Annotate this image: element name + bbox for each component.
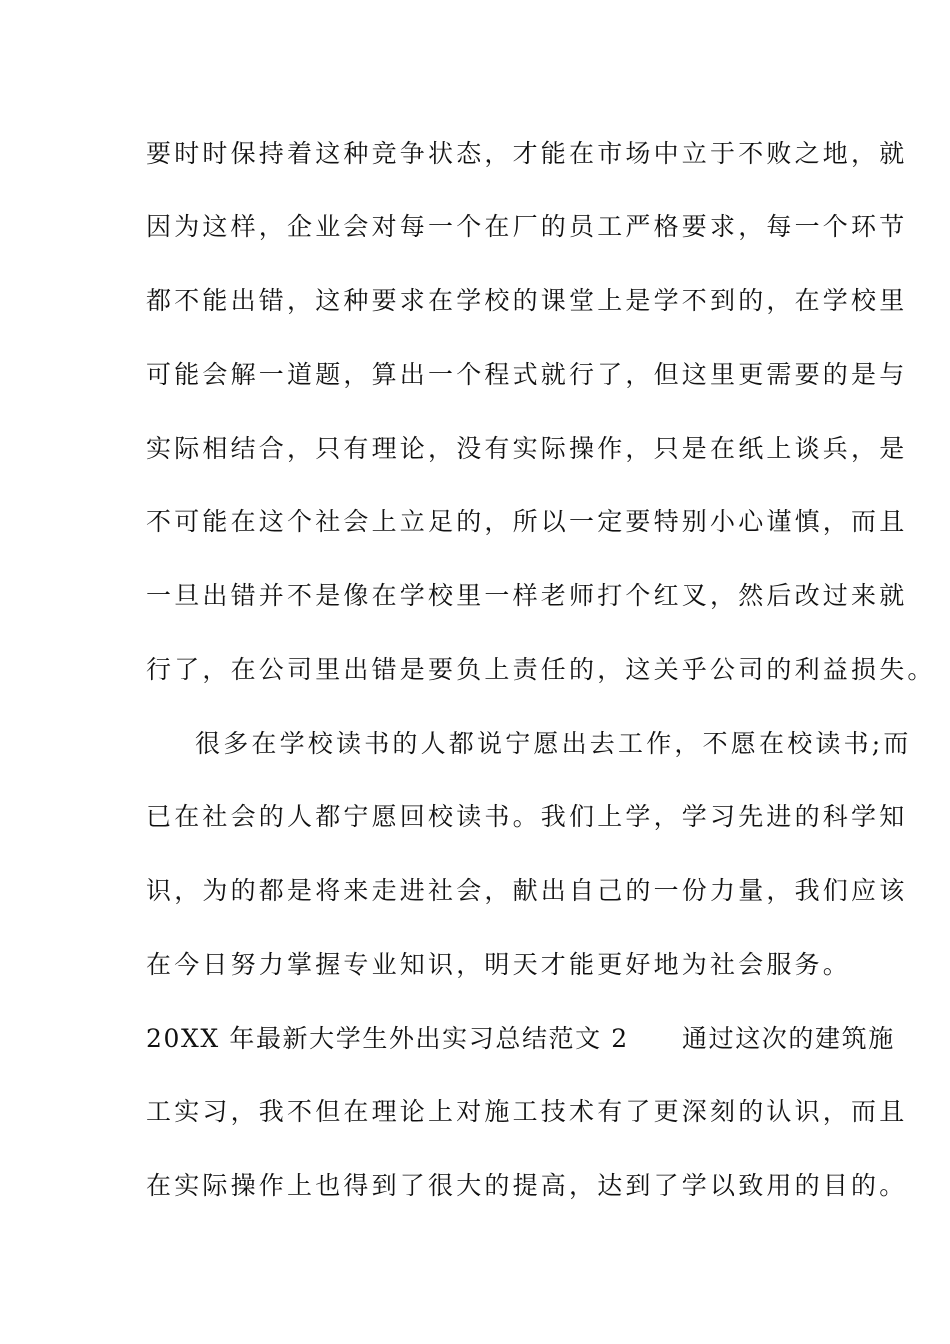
text-line: 不可能在这个社会上立足的，所以一定要特别小心谨慎，而且 [146, 507, 908, 536]
text-line: 在实际操作上也得到了很大的提高，达到了学以致用的目的。 [146, 1171, 908, 1200]
section-heading-line: 20XX 年最新大学生外出实习总结范文 2 通过这次的建筑施 [146, 1024, 895, 1053]
text-line: 都不能出错，这种要求在学校的课堂上是学不到的，在学校里 [146, 286, 908, 315]
text-line: 工实习，我不但在理论上对施工技术有了更深刻的认识，而且 [146, 1097, 908, 1126]
paragraph-first-line: 很多在学校读书的人都说宁愿出去工作，不愿在校读书;而 [195, 729, 912, 758]
text-line: 可能会解一道题，算出一个程式就行了，但这里更需要的是与 [146, 360, 908, 389]
text-line: 在今日努力掌握专业知识，明天才能更好地为社会服务。 [146, 950, 852, 979]
text-line: 识，为的都是将来走进社会，献出自己的一份力量，我们应该 [146, 876, 908, 905]
text-line: 一旦出错并不是像在学校里一样老师打个红叉，然后改过来就 [146, 581, 908, 610]
text-line: 实际相结合，只有理论，没有实际操作，只是在纸上谈兵，是 [146, 434, 908, 463]
text-line: 要时时保持着这种竞争状态，才能在市场中立于不败之地，就 [146, 139, 908, 168]
text-line: 已在社会的人都宁愿回校读书。我们上学，学习先进的科学知 [146, 802, 908, 831]
text-line: 因为这样，企业会对每一个在厂的员工严格要求，每一个环节 [146, 212, 908, 241]
text-line: 行了，在公司里出错是要负上责任的，这关乎公司的利益损失。 [146, 655, 936, 684]
